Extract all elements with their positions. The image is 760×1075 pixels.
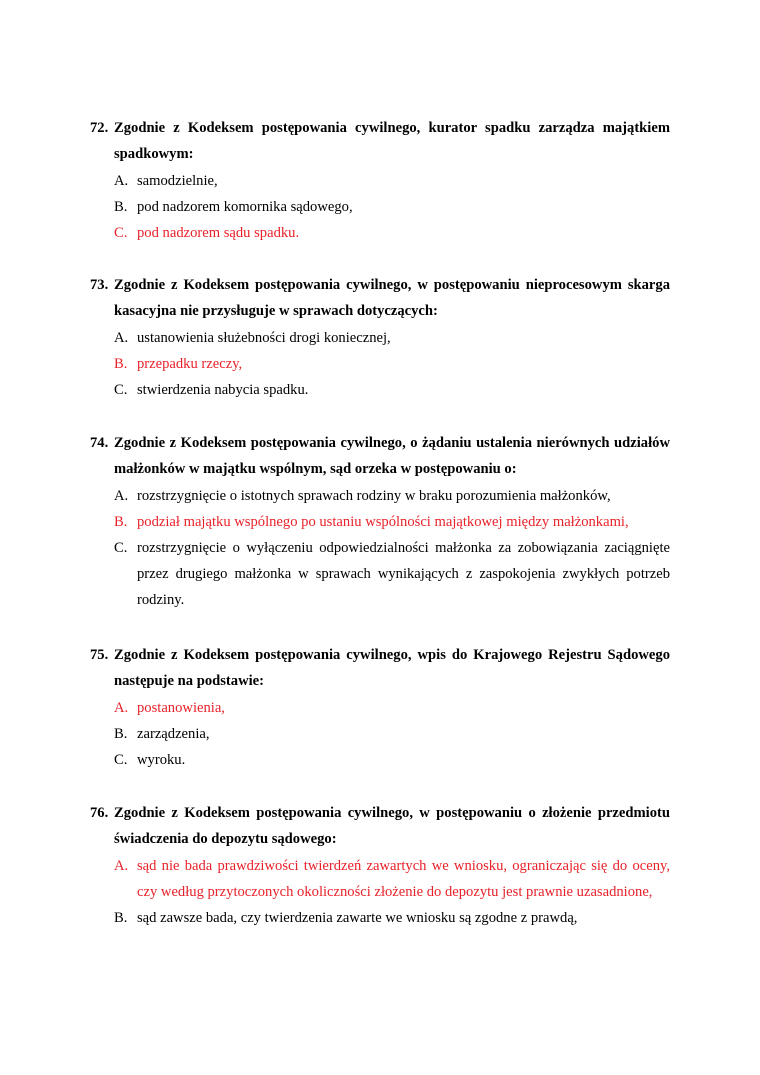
option-letter: A.	[114, 858, 129, 874]
option-text: zarządzenia,	[137, 726, 210, 742]
option-letter: C.	[114, 382, 128, 398]
answer-option	[114, 535, 670, 613]
option-letter: C.	[114, 540, 128, 556]
option-text: rozstrzygnięcie o istotnych sprawach rodziny w braku porozumienia małżonków,	[137, 488, 611, 504]
answer-option	[114, 483, 670, 509]
question-text: Zgodnie z Kodeksem postępowania cywilnego, w postępowaniu o złożenie przedmiotu świadczenia do depozytu sądowego:	[114, 805, 670, 847]
option-letter: B.	[114, 514, 128, 530]
answer-option	[114, 325, 670, 351]
question-text: Zgodnie z Kodeksem postępowania cywilnego, kurator spadku zarządza majątkiem spadkowym:	[114, 120, 670, 162]
question-number: 74.	[90, 435, 109, 451]
correct-answer-option	[114, 220, 670, 246]
option-letter: A.	[114, 173, 129, 189]
option-letter: C.	[114, 752, 128, 768]
option-letter: B.	[114, 726, 128, 742]
question-text: Zgodnie z Kodeksem postępowania cywilnego, wpis do Krajowego Rejestru Sądowego następuje na podstawie:	[114, 647, 670, 689]
answer-option	[114, 168, 670, 194]
option-letter: B.	[114, 910, 128, 926]
option-text: ustanowienia służebności drogi koniecznej,	[137, 330, 391, 346]
correct-answer-option	[114, 695, 670, 721]
option-text: podział majątku wspólnego po ustaniu wspólności majątkowej między małżonkami,	[137, 514, 629, 530]
option-text: wyroku.	[137, 752, 186, 768]
option-text: stwierdzenia nabycia spadku.	[137, 382, 309, 398]
answer-option	[114, 377, 670, 403]
answer-option	[114, 721, 670, 747]
question-76	[90, 800, 670, 931]
answer-option	[114, 905, 670, 931]
option-text: samodzielnie,	[137, 173, 218, 189]
option-text: postanowienia,	[137, 700, 225, 716]
question-text: Zgodnie z Kodeksem postępowania cywilnego, w postępowaniu nieprocesowym skarga kasacyjna nie przysługuje w sprawach dotyczących:	[114, 277, 670, 319]
option-letter: A.	[114, 330, 129, 346]
question-73	[90, 272, 670, 403]
answer-option	[114, 194, 670, 220]
correct-answer-option	[114, 509, 670, 535]
question-text: Zgodnie z Kodeksem postępowania cywilnego, o żądaniu ustalenia nierównych udziałów małżonków w majątku wspólnym, sąd orzeka w postępowaniu o:	[114, 435, 670, 477]
question-number: 73.	[90, 277, 109, 293]
option-text: rozstrzygnięcie o wyłączeniu odpowiedzialności małżonka za zobowiązania zaciągnięte przez drugiego małżonka w sprawach wynikających z zaspokojenia zwykłych potrzeb rodziny.	[137, 540, 670, 608]
option-text: przepadku rzeczy,	[137, 356, 243, 372]
correct-answer-option	[114, 853, 670, 905]
option-letter: A.	[114, 488, 129, 504]
option-letter: B.	[114, 356, 128, 372]
option-letter: B.	[114, 199, 128, 215]
option-letter: C.	[114, 225, 128, 241]
question-72	[90, 115, 670, 246]
option-text: sąd nie bada prawdziwości twierdzeń zawartych we wniosku, ograniczając się do oceny, czy według przytoczonych okoliczności złożenie do depozytu jest prawnie uzasadnione,	[137, 858, 670, 900]
option-text: sąd zawsze bada, czy twierdzenia zawarte we wniosku są zgodne z prawdą,	[137, 910, 578, 926]
question-number: 75.	[90, 647, 109, 663]
correct-answer-option	[114, 351, 670, 377]
question-75	[90, 642, 670, 773]
option-letter: A.	[114, 700, 129, 716]
answer-option	[114, 747, 670, 773]
question-number: 72.	[90, 120, 109, 136]
question-74	[90, 430, 670, 613]
option-text: pod nadzorem sądu spadku.	[137, 225, 300, 241]
option-text: pod nadzorem komornika sądowego,	[137, 199, 353, 215]
question-number: 76.	[90, 805, 109, 821]
